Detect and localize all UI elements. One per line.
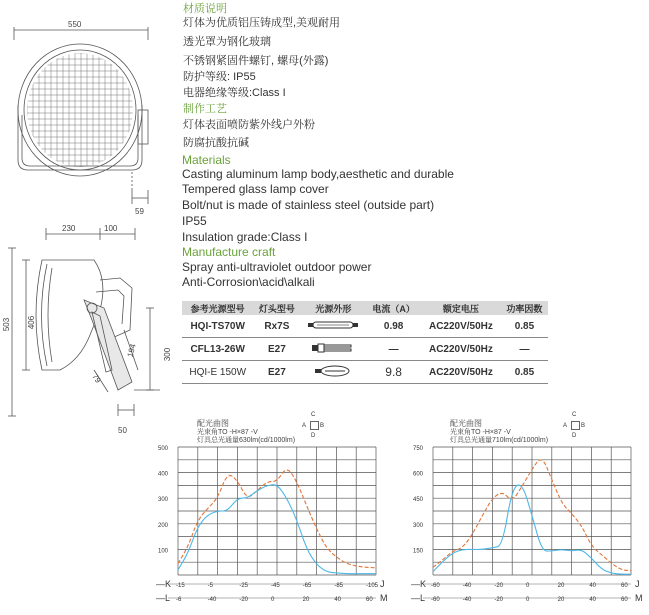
y-tick-label: 400: [158, 471, 169, 478]
y-tick-label: 500: [158, 446, 169, 452]
l-tick-label: -60: [431, 597, 440, 603]
voltage-cell: AC220V/50Hz: [421, 361, 501, 384]
chart-plot-2: [395, 440, 649, 615]
y-tick-label: 300: [158, 497, 169, 504]
j-axis-label: J: [380, 579, 385, 589]
l-tick-label: 0: [271, 597, 275, 603]
k-tick-label: 0: [526, 583, 530, 589]
base-cell: E27: [253, 338, 300, 361]
m-axis-label: M: [635, 593, 643, 603]
l-tick-label: 20: [557, 597, 565, 603]
k-axis-label: —K: [156, 579, 172, 589]
chart-subtitle: 光束角TO -H×87 -V: [197, 429, 258, 436]
k-tick-label: 40: [589, 583, 597, 589]
k-tick-label: -15: [176, 583, 185, 589]
y-tick-label: 150: [413, 548, 424, 555]
craft-en-heading: Manufacture craft: [182, 245, 276, 259]
material-en-heading: Materials: [182, 153, 231, 167]
cfl-lamp-icon: [311, 341, 355, 355]
material-en-line: Bolt/nut is made of stainless steel (outside part): [182, 198, 435, 212]
header-cell: 光源外形: [300, 301, 366, 315]
l-axis-label: —L: [156, 593, 171, 603]
l-tick-label: 20: [302, 597, 310, 603]
j-axis-label: J: [635, 579, 640, 589]
l-tick-label: -20: [494, 597, 504, 603]
header-cell: 参考光源型号: [182, 301, 253, 315]
compass-bottom: D: [572, 433, 577, 439]
material-en-line: IP55: [182, 214, 207, 228]
compass-icon: [563, 412, 587, 442]
k-tick-label: -105: [366, 583, 379, 589]
chart-subtitle: 光束角TO -H×87 -V: [450, 429, 511, 436]
k-tick-label: -5: [207, 583, 214, 589]
model-cell: HQI-TS70W: [182, 315, 253, 338]
base-cell: E27: [253, 361, 300, 384]
ellipsoid-lamp-icon: [313, 365, 353, 377]
l-tick-label: -20: [239, 597, 249, 603]
header-cell: 功率因数: [501, 301, 548, 315]
material-en-line: Insulation grade:Class I: [182, 230, 308, 244]
current-cell: 9.8: [366, 361, 421, 384]
table-row: [182, 338, 548, 361]
y-tick-label: 300: [413, 522, 424, 529]
base-cell: Rx7S: [253, 315, 300, 338]
compass-left: A: [563, 423, 568, 429]
material-cn-line: 不锈钢紧固件螺钉, 螺母(外露): [183, 55, 329, 67]
y-tick-label: 200: [158, 522, 169, 529]
k-tick-label: -45: [271, 583, 280, 589]
chart-title: 配光曲图: [197, 419, 229, 428]
l-tick-label: 40: [334, 597, 342, 603]
header-cell: 灯头型号: [253, 301, 300, 315]
y-tick-label: 600: [413, 471, 424, 478]
k-tick-label: -25: [239, 583, 249, 589]
l-tick-label: 60: [621, 597, 628, 603]
dim-503: 503: [2, 317, 12, 332]
l-tick-label: 0: [526, 597, 530, 603]
spec-table-header: [182, 301, 548, 315]
dim-59: 59: [135, 207, 144, 216]
k-tick-label: 20: [557, 583, 565, 589]
header-cell: 额定电压: [421, 301, 501, 315]
l-tick-label: -40: [207, 597, 217, 603]
craft-cn-line: 灯体表面喷防紫外线户外粉: [183, 119, 315, 131]
chart-subtitle: 灯具总光通量630lm(cd/1000lm): [197, 437, 296, 444]
l-tick-label: -6: [176, 597, 182, 603]
k-axis-label: —K: [411, 579, 427, 589]
table-row: [182, 315, 548, 338]
craft-cn-heading: 制作工艺: [183, 103, 227, 115]
shape-cell: [300, 315, 366, 338]
material-cn-line: 灯体为优质铝压铸成型,美观耐用: [183, 17, 341, 29]
chart-subtitle: 灯具总光通量710lm(cd/1000lm): [450, 437, 549, 444]
pf-cell: 0.85: [501, 361, 548, 384]
y-tick-label: 750: [413, 446, 424, 452]
spec-table: [182, 301, 548, 384]
shape-cell: [300, 361, 366, 384]
dim-550: 550: [68, 20, 82, 29]
dim-50: 50: [118, 426, 127, 435]
l-tick-label: -40: [462, 597, 472, 603]
craft-en-line: Anti-Corrosion\acid\alkali: [182, 275, 315, 289]
k-tick-label: 60: [621, 583, 628, 589]
current-cell: 0.98: [366, 315, 421, 338]
dim-79: 79: [90, 372, 103, 385]
compass-top: C: [572, 412, 577, 418]
material-cn-heading: 材质说明: [183, 3, 227, 15]
material-cn-line: 防护等级: IP55: [183, 71, 256, 83]
voltage-cell: AC220V/50Hz: [421, 315, 501, 338]
voltage-cell: AC220V/50Hz: [421, 338, 501, 361]
compass-bottom: D: [311, 433, 316, 439]
material-en-line: Casting aluminum lamp body,aesthetic and durable: [182, 167, 454, 181]
k-tick-label: -20: [494, 583, 504, 589]
dim-300: 300: [163, 347, 173, 362]
compass-left: A: [302, 423, 307, 429]
pf-cell: —: [501, 338, 548, 361]
craft-en-line: Spray anti-ultraviolet outdoor power: [182, 260, 372, 274]
compass-top: C: [311, 412, 316, 418]
k-tick-label: -85: [334, 583, 344, 589]
compass-icon: [302, 412, 326, 442]
tube-lamp-icon: [307, 320, 359, 330]
model-cell: HQI-E 150W: [182, 361, 253, 384]
shape-cell: [300, 338, 366, 361]
material-cn-line: 透光罩为钢化玻璃: [183, 36, 271, 48]
chart-title: 配光曲图: [450, 419, 482, 428]
craft-cn-line: 防腐抗酸抗碱: [183, 137, 249, 149]
dim-230: 230: [62, 224, 76, 233]
dim-100: 100: [104, 224, 118, 233]
l-tick-label: 40: [589, 597, 597, 603]
header-cell: 电流（A）: [366, 301, 421, 315]
y-tick-label: 100: [158, 548, 169, 555]
model-cell: CFL13-26W: [182, 338, 253, 361]
k-tick-label: -60: [431, 583, 440, 589]
k-tick-label: -65: [302, 583, 312, 589]
front-view-drawing: [0, 0, 180, 230]
current-cell: —: [366, 338, 421, 361]
material-en-line: Tempered glass lamp cover: [182, 182, 329, 196]
dim-406: 406: [27, 315, 37, 330]
compass-right: B: [320, 423, 325, 429]
pf-cell: 0.85: [501, 315, 548, 338]
l-tick-label: 60: [366, 597, 373, 603]
table-row: [182, 361, 548, 384]
chart-plot-1: [140, 440, 395, 615]
material-cn-line: 电器绝缘等级:Class I: [183, 87, 286, 99]
dim-194: 194: [125, 342, 138, 359]
l-axis-label: —L: [411, 593, 426, 603]
y-tick-label: 450: [413, 497, 424, 504]
m-axis-label: M: [380, 593, 388, 603]
k-tick-label: -40: [462, 583, 472, 589]
compass-right: B: [581, 423, 586, 429]
